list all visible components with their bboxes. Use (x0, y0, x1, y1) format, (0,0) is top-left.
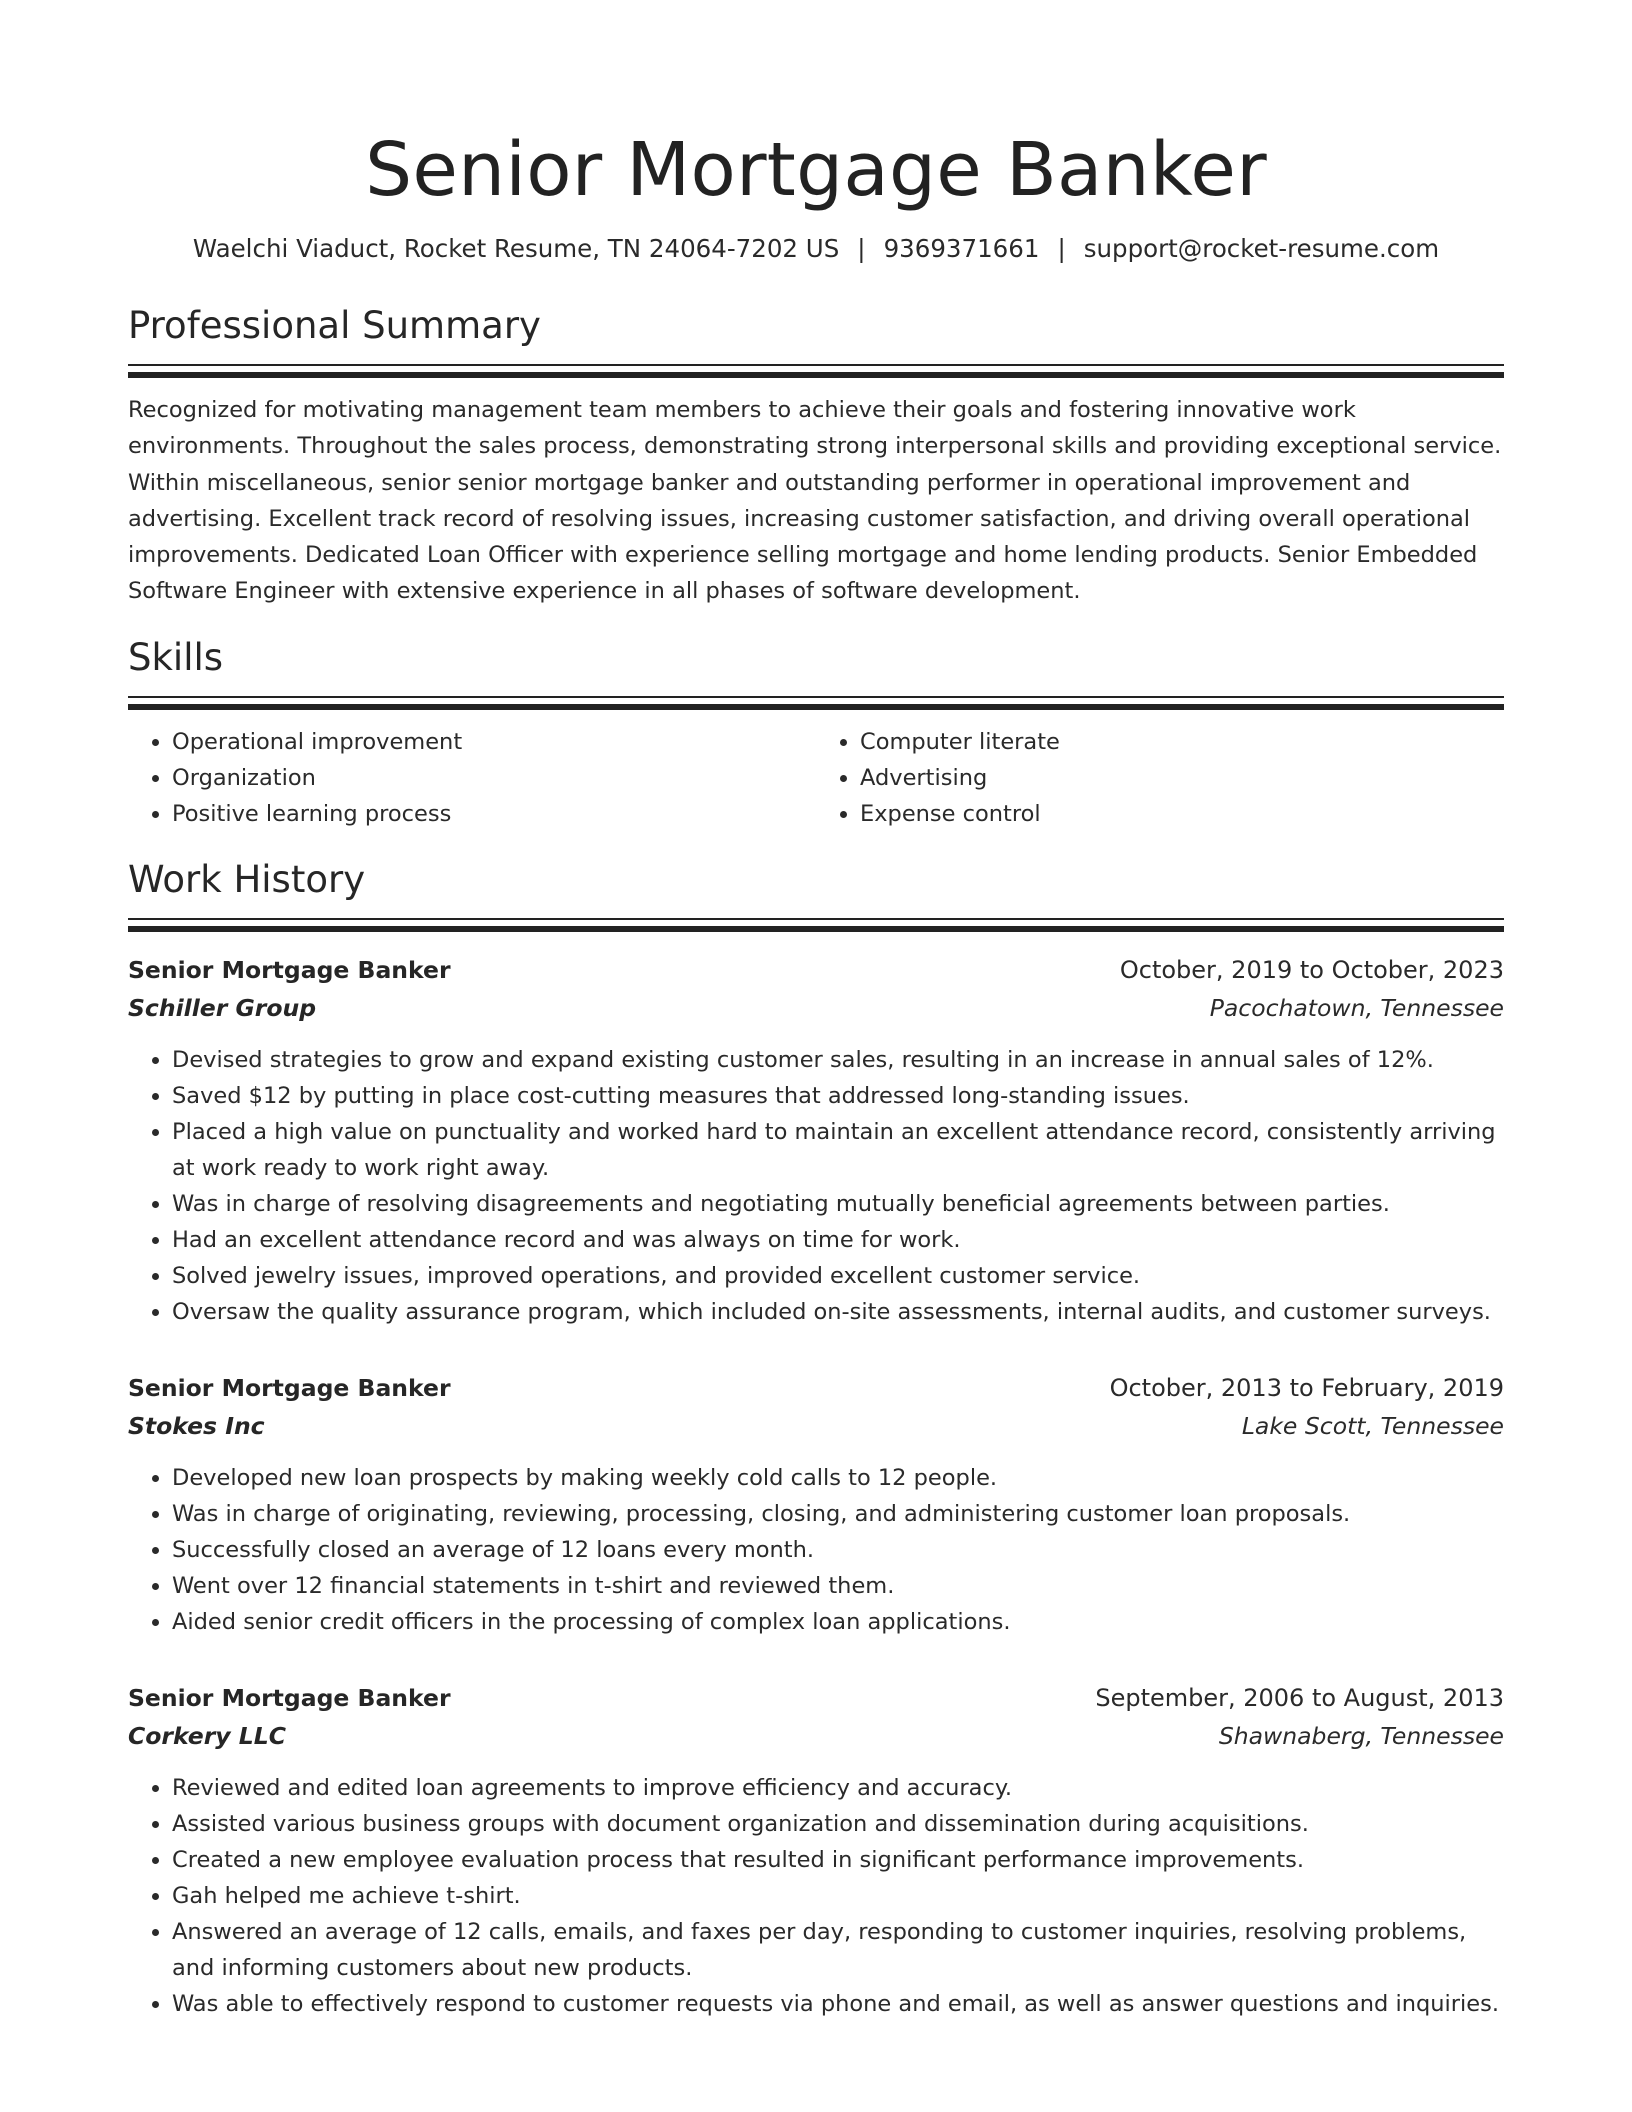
skill-item: • Expense control (860, 796, 1504, 832)
job-bullet: • Created a new employee evaluation process that resulted in significant performance improvements. (172, 1842, 1504, 1878)
job-entry (128, 1680, 1504, 2022)
skill-item: • Advertising (860, 760, 1504, 796)
job-location: Lake Scott, Tennessee (1241, 1411, 1504, 1440)
job-location: Pacochatown, Tennessee (1209, 993, 1504, 1022)
summary-heading: Professional Summary (128, 304, 541, 347)
job-company: Stokes Inc (128, 1411, 265, 1440)
job-bullet: • Gah helped me achieve t-shirt. (172, 1878, 1504, 1914)
job-bullet: • Was in charge of resolving disagreements and negotiating mutually beneficial agreements between parties. (172, 1186, 1504, 1222)
skills-heading: Skills (128, 635, 224, 679)
contact-separator: | (1057, 234, 1066, 263)
section-divider (128, 696, 1504, 710)
contact-address: Waelchi Viaduct, Rocket Resume, TN 24064-7202 US (192, 234, 840, 263)
job-company: Corkery LLC (128, 1721, 286, 1750)
skill-item: • Positive learning process (172, 796, 816, 832)
resume-page (128, 0, 1504, 2022)
job-title: Senior Mortgage Banker (128, 1683, 451, 1712)
section-divider (128, 918, 1504, 932)
job-bullet: • Assisted various business groups with document organization and dissemination during acquisitions. (172, 1806, 1504, 1842)
work-history-section (128, 856, 1504, 2022)
job-bullet: • Saved $12 by putting in place cost-cutting measures that addressed long-standing issues. (172, 1078, 1504, 1114)
job-bullet: • Went over 12 financial statements in t-shirt and reviewed them. (172, 1568, 1504, 1604)
job-bullet: • Devised strategies to grow and expand existing customer sales, resulting in an increase in annual sales of 12%. (172, 1042, 1504, 1078)
skills-column-right (816, 724, 1504, 832)
contact-email: support@rocket-resume.com (1083, 234, 1440, 263)
job-bullet: • Reviewed and edited loan agreements to improve efficiency and accuracy. (172, 1770, 1504, 1806)
job-bullet: • Oversaw the quality assurance program, which included on-site assessments, internal audits, and customer surveys. (172, 1294, 1504, 1330)
job-dates: September, 2006 to August, 2013 (1095, 1683, 1504, 1712)
resume-title: Senior Mortgage Banker (365, 127, 1267, 213)
job-entry (128, 952, 1504, 1330)
skill-item: • Computer literate (860, 724, 1504, 760)
skills-column-left (128, 724, 816, 832)
job-bullet: • Solved jewelry issues, improved operations, and provided excellent customer service. (172, 1258, 1504, 1294)
job-header (128, 1680, 1504, 1716)
job-bullet: • Aided senior credit officers in the processing of complex loan applications. (172, 1604, 1504, 1640)
job-bullet: • Was able to effectively respond to customer requests via phone and email, as well as answer questions and inquiries. (172, 1986, 1504, 2022)
job-title: Senior Mortgage Banker (128, 1373, 451, 1402)
contact-phone: 9369371661 (883, 234, 1040, 263)
job-company: Schiller Group (128, 993, 317, 1022)
job-bullet: • Was in charge of originating, reviewing, processing, closing, and administering customer loan proposals. (172, 1496, 1504, 1532)
skill-item: • Operational improvement (172, 724, 816, 760)
job-header (128, 952, 1504, 988)
job-bullet: • Had an excellent attendance record and was always on time for work. (172, 1222, 1504, 1258)
summary-text: Recognized for motivating management team members to achieve their goals and fostering innovative work environments. Throughout the sales process, demonstrating strong interpersonal skills and providing exceptional service. Within miscellaneous, senior senior mortgage banker and outstanding performer in operational improvement and advertising. Excellent track record of resolving issues, increasing customer satisfaction, and driving overall operational improvements. Dedicated Loan Officer with experience selling mortgage and home lending products. Senior Embedded Software Engineer with extensive experience in all phases of software development. (128, 397, 1502, 605)
job-location: Shawnaberg, Tennessee (1218, 1721, 1504, 1750)
work-history-heading: Work History (128, 857, 366, 901)
job-bullets (128, 1770, 1504, 2022)
skills-section (128, 634, 1504, 832)
job-header (128, 1370, 1504, 1406)
contact-separator: | (857, 234, 866, 263)
skills-grid (128, 724, 1504, 832)
job-title: Senior Mortgage Banker (128, 955, 451, 984)
skill-item: • Organization (172, 760, 816, 796)
summary-section (128, 302, 1504, 610)
job-subheader (128, 1406, 1504, 1446)
job-dates: October, 2019 to October, 2023 (1119, 955, 1504, 984)
section-divider (128, 364, 1504, 378)
job-bullet: • Placed a high value on punctuality and worked hard to maintain an excellent attendance record, consistently arriving at work ready to work right away. (172, 1114, 1504, 1186)
job-subheader (128, 988, 1504, 1028)
job-bullets (128, 1460, 1504, 1640)
contact-line (128, 232, 1504, 266)
job-dates: October, 2013 to February, 2019 (1109, 1373, 1504, 1402)
job-bullet: • Answered an average of 12 calls, emails, and faxes per day, responding to customer inquiries, resolving problems, and informing customers about new products. (172, 1914, 1504, 1986)
job-bullet: • Developed new loan prospects by making weekly cold calls to 12 people. (172, 1460, 1504, 1496)
job-entry (128, 1370, 1504, 1640)
job-bullet: • Successfully closed an average of 12 loans every month. (172, 1532, 1504, 1568)
job-subheader (128, 1716, 1504, 1756)
job-bullets (128, 1042, 1504, 1330)
